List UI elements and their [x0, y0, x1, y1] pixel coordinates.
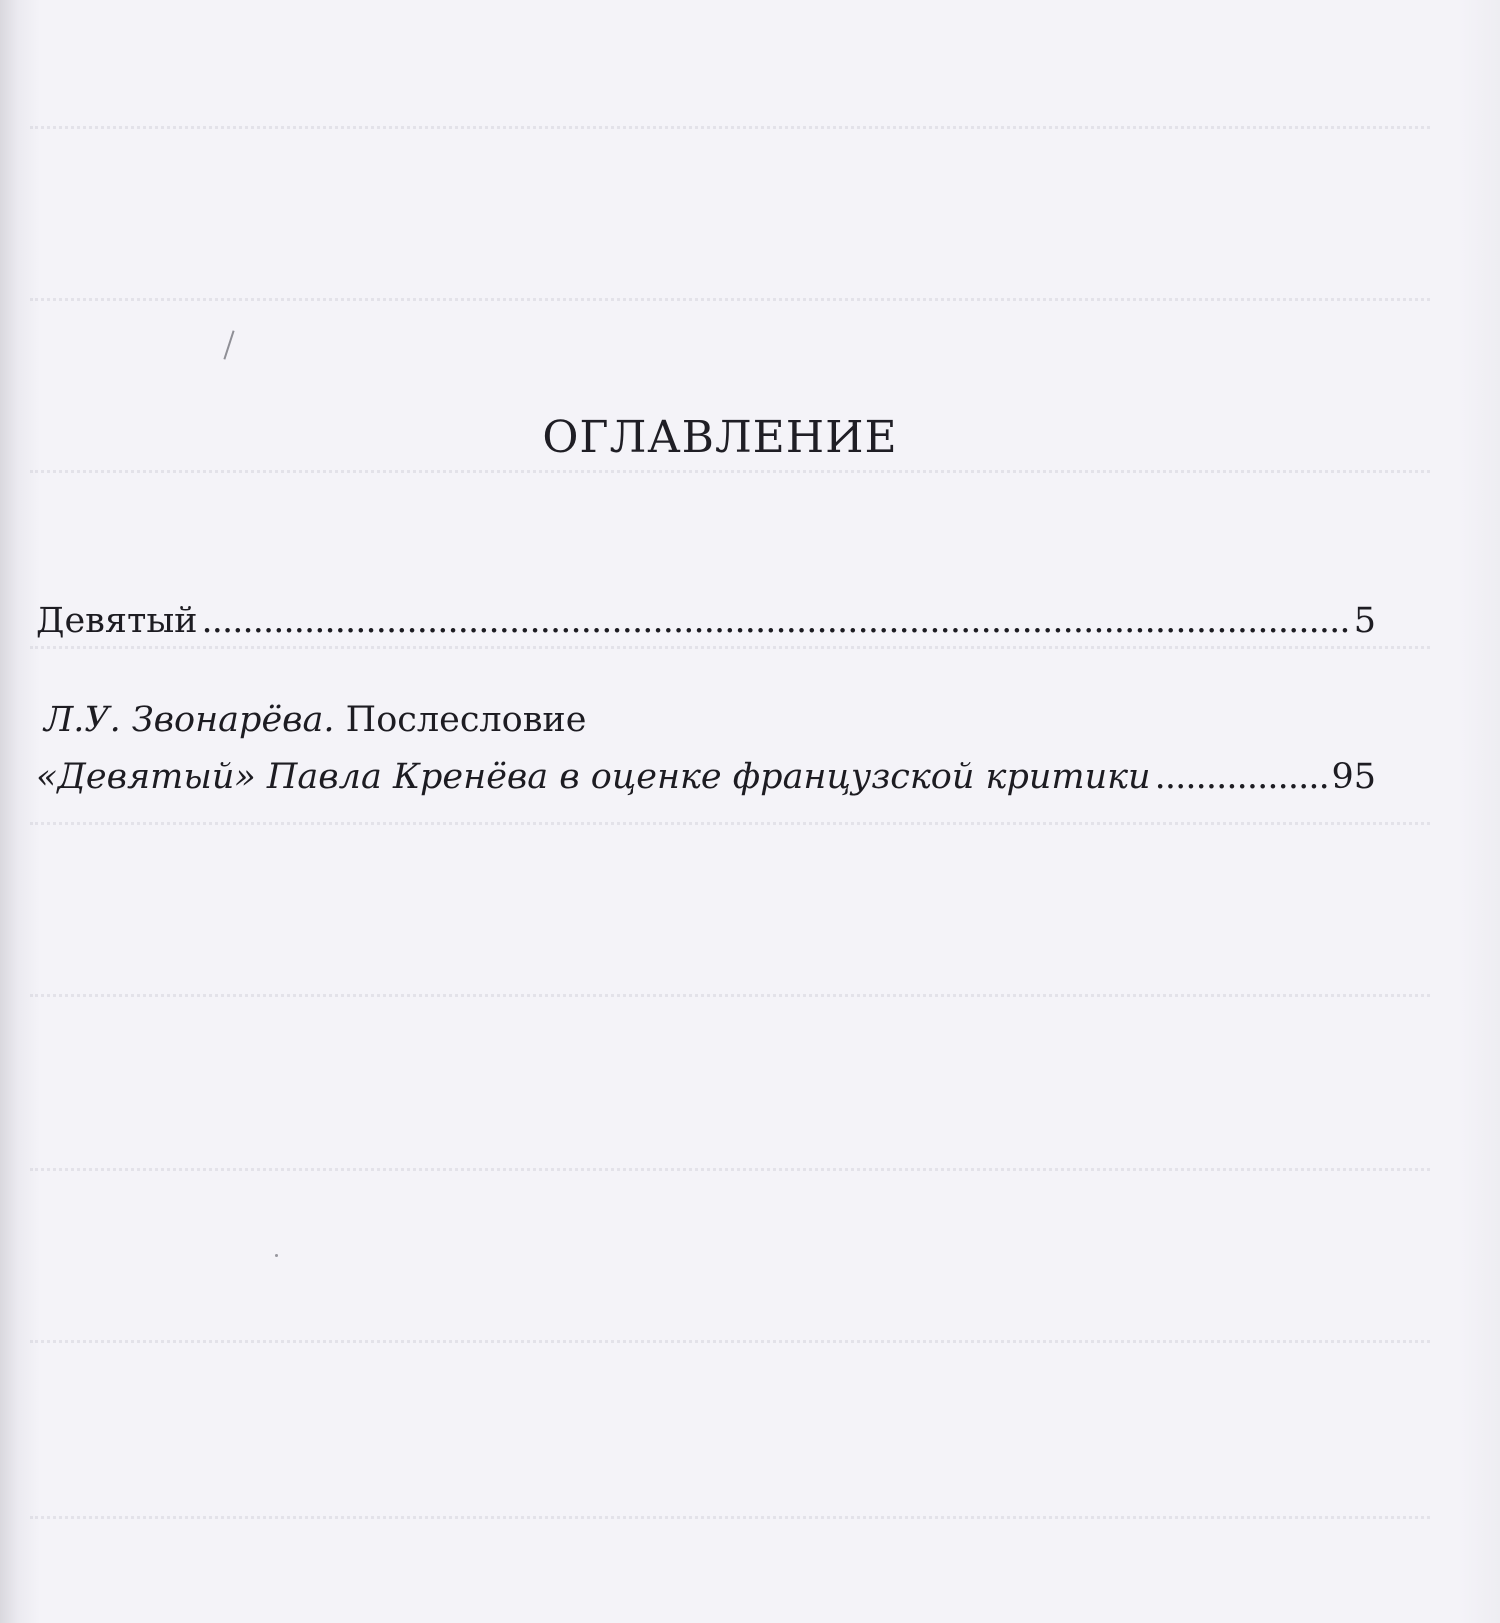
toc-entry-author-line: [44, 700, 586, 740]
toc-entry-page-number: 5: [1353, 601, 1376, 641]
bleed-through-rule: [30, 470, 1430, 473]
bleed-through-rule: [30, 822, 1430, 825]
dot-leader: [202, 600, 1350, 642]
toc-entry: [36, 600, 1376, 642]
bleed-through-rule: [30, 126, 1430, 129]
toc-entry-section-label: Послесловие: [345, 700, 587, 740]
bleed-through-rule: [30, 298, 1430, 301]
toc-entry-title: Девятый: [36, 601, 198, 641]
bleed-through-rule: [30, 1168, 1430, 1171]
bleed-through-rule: [30, 994, 1430, 997]
pen-mark: [223, 330, 234, 359]
bleed-through-rule: [30, 1516, 1430, 1519]
bleed-through-rule: [30, 1340, 1430, 1343]
dot-leader: [1155, 756, 1328, 798]
table-of-contents-heading: ОГЛАВЛЕНИЕ: [542, 412, 898, 463]
toc-entry: [36, 756, 1376, 798]
toc-entry-title: «Девятый» Павла Кренёва в оценке французской критики: [36, 757, 1151, 797]
toc-entry-page-number: 95: [1331, 757, 1376, 797]
bleed-through-rule: [30, 646, 1430, 649]
speck: [275, 1254, 278, 1257]
toc-entry-author: Л.У. Звонарёва.: [44, 700, 335, 740]
